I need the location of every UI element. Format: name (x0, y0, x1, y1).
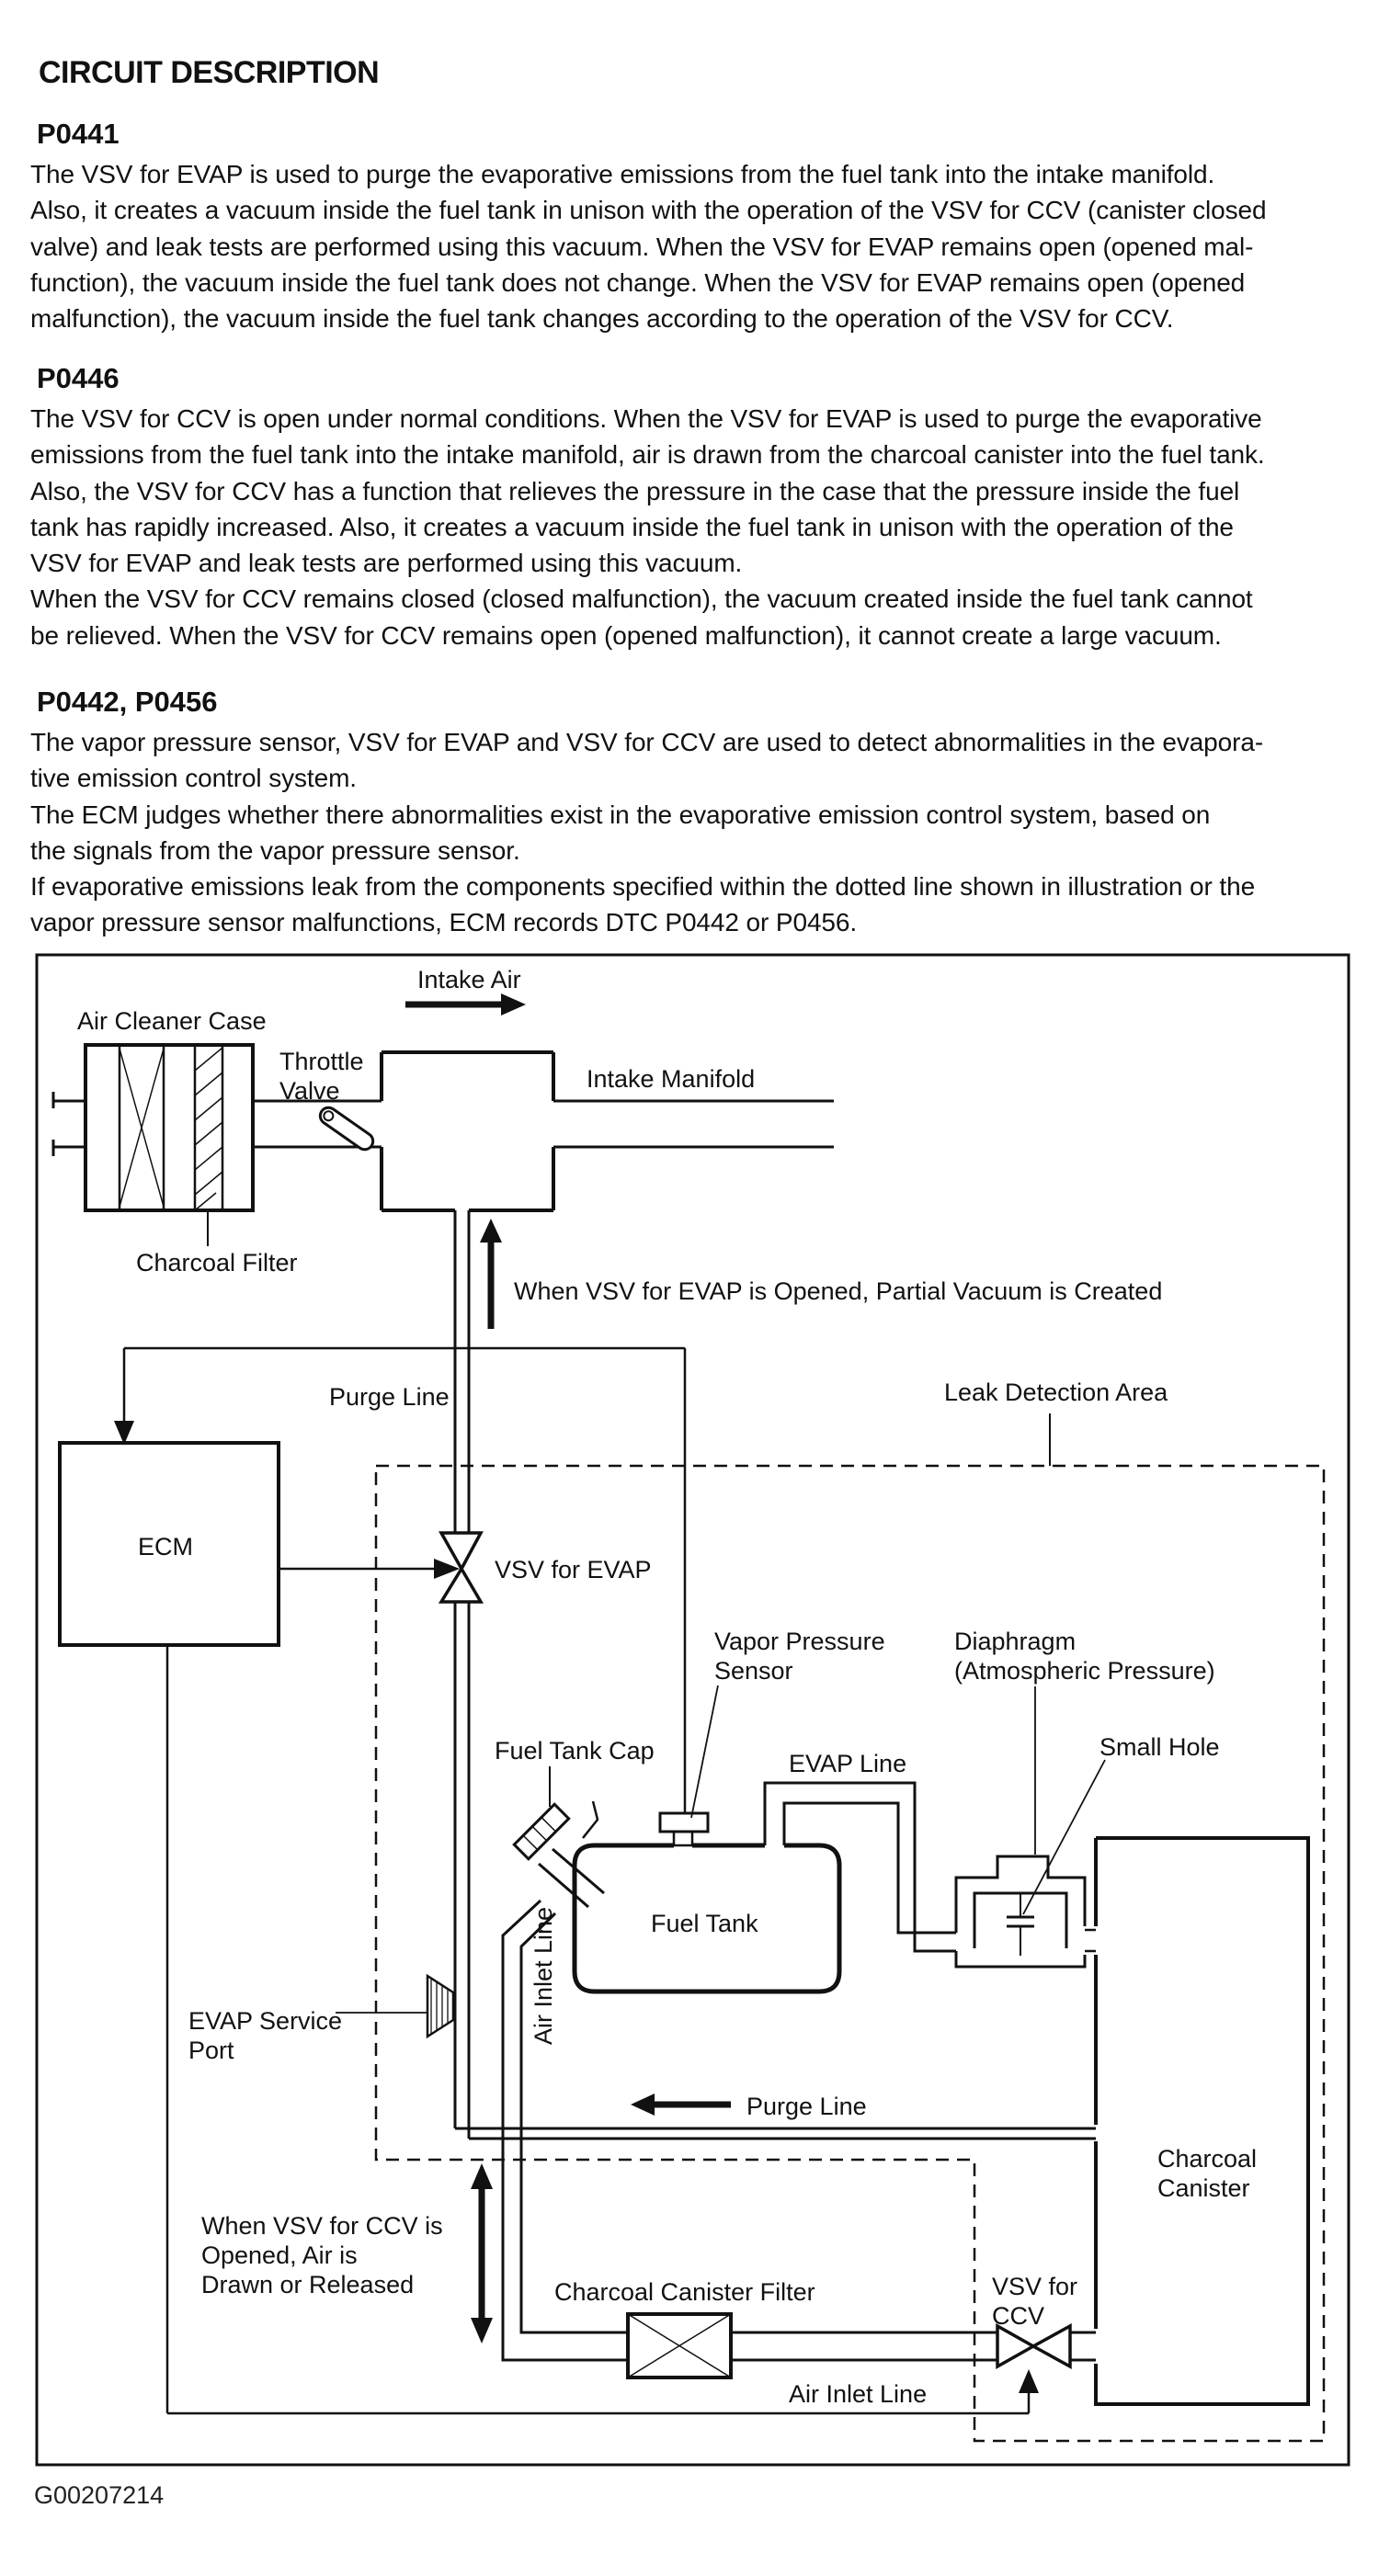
evap-service-port-icon (427, 1976, 455, 2037)
ecm-to-evap-valve-arrow (279, 1559, 460, 1579)
evap-line-label: EVAP Line (789, 1750, 907, 1777)
charcoal-canister-label: Charcoal (1157, 2145, 1258, 2173)
section-heading-p0441: P0441 (37, 118, 120, 150)
intake-air-label: Intake Air (417, 966, 521, 993)
throttle-valve-icon (317, 1105, 376, 1153)
paragraph-line: VSV for EVAP and leak tests are performed using this vacuum. (30, 549, 743, 578)
page-title: CIRCUIT DESCRIPTION (39, 55, 380, 90)
vsv-for-evap-label: VSV for EVAP (495, 1556, 652, 1583)
ecm-label: ECM (138, 1533, 193, 1560)
air-inlet-line-mid-label: Air Inlet Line (530, 1906, 557, 2046)
ccv-note: When VSV for CCV is (201, 2212, 443, 2240)
fuel-tank-cap-label: Fuel Tank Cap (495, 1737, 655, 1765)
evap-service-port-label: EVAP Service (188, 2007, 343, 2035)
purge-line-top-label: Purge Line (329, 1383, 450, 1411)
evap-open-note: When VSV for EVAP is Opened, Partial Vacuum is Created (514, 1277, 1163, 1305)
charcoal-canister-filter-label: Charcoal Canister Filter (554, 2278, 815, 2306)
intake-manifold-duct (553, 1101, 834, 1147)
fuel-tank-label: Fuel Tank (651, 1910, 758, 1937)
vsv-for-ccv-label: CCV (992, 2302, 1045, 2330)
paragraph-line: be relieved. When the VSV for CCV remains open (opened malfunction), it cannot create a large vacuum. (30, 620, 1222, 650)
section-heading-p0442-p0456: P0442, P0456 (37, 686, 218, 718)
paragraph-line: The VSV for CCV is open under normal conditions. When the VSV for EVAP is used to purge the evaporative (30, 404, 1262, 433)
paragraph-line: valve) and leak tests are performed using this vacuum. When the VSV for EVAP remains open (opened mal- (30, 232, 1254, 261)
charcoal-canister-label: Canister (1157, 2174, 1250, 2202)
charcoal-filter-label: Charcoal Filter (136, 1249, 298, 1277)
paragraph-line: tank has rapidly increased. Also, it creates a vacuum inside the fuel tank in unison with the operation of the (30, 512, 1234, 541)
purge-line-mid-arrow-icon (631, 2094, 731, 2116)
intake-air-arrow-icon (405, 993, 526, 1016)
paragraph-line: When the VSV for CCV remains closed (closed malfunction), the vacuum created inside the fuel tank cannot (30, 584, 1253, 614)
filler-neck-pipe (539, 1849, 604, 1907)
ccv-note: Drawn or Released (201, 2271, 415, 2298)
paragraph-line: malfunction), the vacuum inside the fuel tank changes according to the operation of the VSV for CCV. (30, 304, 1174, 334)
air-duct-inlet-stub (53, 1092, 85, 1156)
throttle-valve-label: Valve (279, 1077, 340, 1105)
paragraph-line: vapor pressure sensor malfunctions, ECM records DTC P0442 or P0456. (30, 908, 858, 937)
evap-line-pipe (765, 1783, 956, 1951)
paragraph-line: emissions from the fuel tank into the intake manifold, air is drawn from the charcoal canister into the fuel tank. (30, 440, 1265, 470)
air-cleaner-case-label: Air Cleaner Case (77, 1007, 267, 1035)
vapor-pressure-sensor-pointer-line (691, 1685, 718, 1818)
air-drawn-released-arrow-icon (471, 2163, 493, 2343)
vsv-ccv-valve-icon (997, 2326, 1070, 2366)
air-cleaner-case (85, 1045, 253, 1210)
throttle-valve-label: Throttle (279, 1048, 364, 1075)
purge-line-mid-label: Purge Line (746, 2093, 867, 2120)
paragraph-line: Also, it creates a vacuum inside the fuel tank in unison with the operation of the VSV for CCV (canister closed (30, 196, 1267, 225)
ccv-note: Opened, Air is (201, 2241, 358, 2269)
small-hole-label: Small Hole (1099, 1733, 1220, 1761)
paragraph-line: the signals from the vapor pressure sensor. (30, 835, 520, 865)
charcoal-filter-element (195, 1045, 222, 1210)
section-heading-p0446: P0446 (37, 362, 120, 394)
diaphragm-label: (Atmospheric Pressure) (954, 1657, 1215, 1685)
vsv-for-ccv-label: VSV for (992, 2273, 1078, 2300)
vapor-pressure-sensor-label: Sensor (714, 1657, 793, 1685)
diaphragm-label: Diaphragm (954, 1628, 1077, 1655)
paragraph-line: Also, the VSV for CCV has a function that relieves the pressure in the case that the pressure inside the fuel (30, 476, 1240, 505)
vapor-pressure-sensor-icon (660, 1813, 708, 1845)
leak-detection-area-label: Leak Detection Area (944, 1379, 1168, 1406)
paragraph-line: tive emission control system. (30, 764, 357, 793)
vapor-pressure-sensor-label: Vapor Pressure (714, 1628, 885, 1655)
figure-code: G00207214 (34, 2481, 165, 2509)
partial-vacuum-arrow-icon (480, 1219, 502, 1329)
charcoal-canister-filter-icon (628, 2314, 731, 2377)
paragraph-line: If evaporative emissions leak from the components specified within the dotted line shown in illustration or the (30, 872, 1256, 902)
paragraph-line: The ECM judges whether there abnormalities exist in the evaporative emission control system, based on (30, 800, 1211, 829)
paragraph-line: function), the vacuum inside the fuel tank does not change. When the VSV for EVAP remains open (opened (30, 267, 1246, 297)
paragraph-line: The VSV for EVAP is used to purge the evaporative emissions from the fuel tank into the intake manifold. (30, 160, 1215, 188)
evap-service-port-label: Port (188, 2037, 234, 2064)
intake-manifold-label: Intake Manifold (587, 1065, 756, 1093)
paragraph-line: The vapor pressure sensor, VSV for EVAP and VSV for CCV are used to detect abnormalities in the evapora- (30, 728, 1264, 756)
diaphragm-housing (956, 1856, 1096, 1967)
charcoal-canister-box (1096, 1838, 1308, 2404)
air-inlet-line-bottom-label: Air Inlet Line (789, 2380, 928, 2408)
intake-chamber (382, 1052, 553, 1210)
leak-detection-dashed-boundary (376, 1466, 1324, 2441)
